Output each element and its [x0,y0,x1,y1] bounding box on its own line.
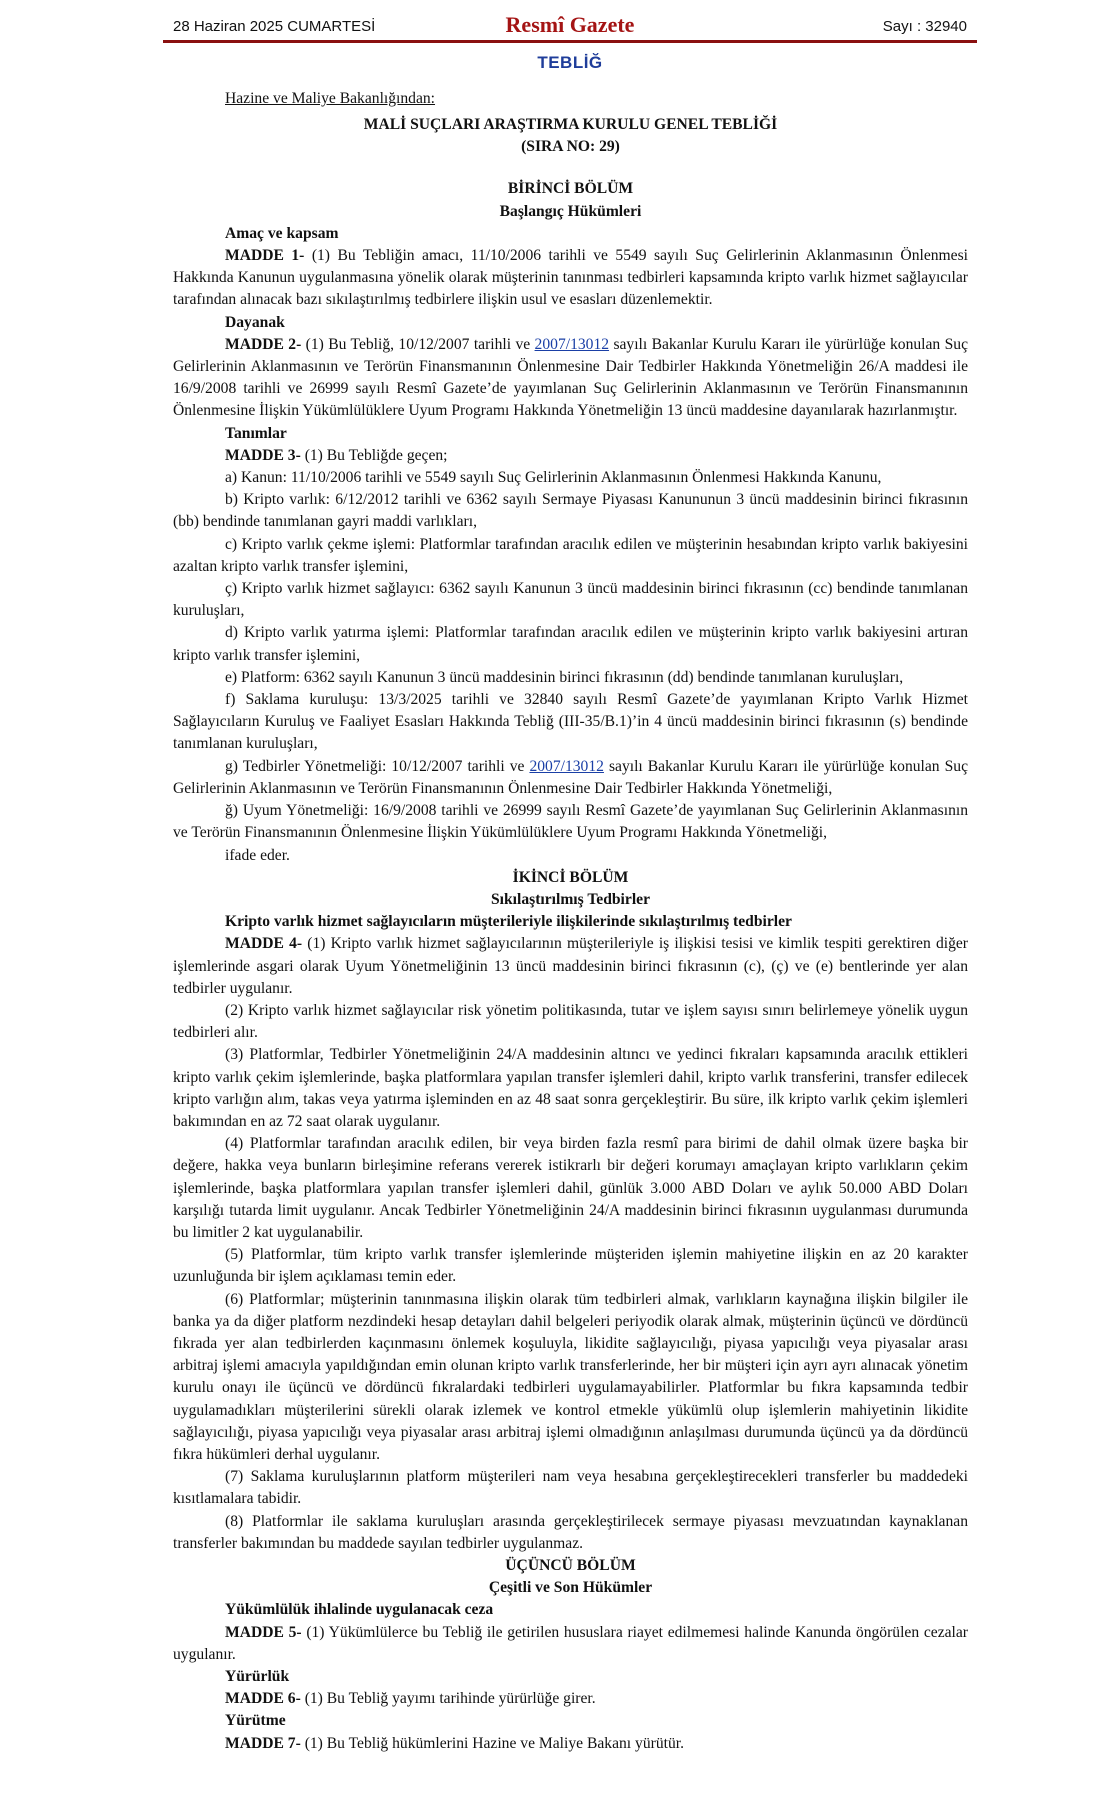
article-1 [173,245,968,312]
part-1-subtitle: Başlangıç Hükümleri [499,202,642,220]
article-5-label: MADDE 5- [225,1623,302,1641]
definition-item: f) Saklama kuruluşu: 13/3/2025 tarihli ve 32840 sayılı Resmî Gazete’de yayımlanan Kripto Varlık Hizmet Sağlayıcıların Kuruluş ve Faaliyet Esasları Hakkında Tebliğ (III-35/B.1)’in 4 üncü maddesinin birinci fıkrasının (s) bendinde tanımlanan kuruluşları, [173,691,968,753]
article-7 [173,1733,968,1755]
article-3-intro [173,445,968,467]
article-6-text: (1) Bu Tebliğ yayımı tarihinde yürürlüğe girer. [300,1690,596,1708]
article-7-heading: Yürütme [225,1712,286,1730]
definition-g-text-a: g) Tedbirler Yönetmeliği: 10/12/2007 tarihli ve [225,757,530,775]
definition-item: c) Kripto varlık çekme işlemi: Platformlar tarafından aracılık edilen ve müşterinin hesabından kripto varlık bakiyesini azaltan kripto varlık transfer işlemini, [173,535,968,575]
article-4-paragraph: (6) Platformlar; müşterinin tanınmasına ilişkin olarak tüm tedbirleri almak, varlıkların kaynağına ilişkin bilgiler ile banka ya da diğer platform nezdindeki hesap detayları dahil belgeleri periyodik olarak almak, müşterinin üçüncü ve dördüncü fıkrada yer alan tedbirlerden kaçınmasını önlemek koşuluyla, likidite sağlayıcılığı, piyasa yapıcılığı veya piyasalar arası arbitraj işlemi amacıyla yapıldığından emin olunan kripto varlık transferlerinde, her bir müşteri için ayrı ayrı alınacak yönetim kurulu onayı ile üçüncü ve dördüncü fıkralardaki tedbirleri uygulamayabilirler. Platformlar bu fıkra kapsamında tedbir uygulamadıkları müşterilerini sürekli olarak izlemek ve kontrol etmekle yükümlü olup işlemlerin mahiyetinin likidite sağlayıcılığı, piyasa yapıcılığı veya piyasalar arası arbitraj işlemi olmadığının anlaşılması durumunda üçüncü ya da dördüncü fıkra hükümleri derhal uygulanır. [173,1290,968,1463]
article-5 [173,1622,968,1666]
definition-item: ğ) Uyum Yönetmeliği: 16/9/2008 tarihli ve 26999 sayılı Resmî Gazete’de yayımlanan Suç Gelirlerinin Aklanmasının ve Terörün Finansmanının Önlenmesine İlişkin Yükümlülüklere Uyum Programı Hakkında Yönetmeliği, [173,802,968,842]
article-7-label: MADDE 7- [225,1734,301,1752]
definition-item: ç) Kripto varlık hizmet sağlayıcı: 6362 sayılı Kanunun 3 üncü maddesinin birinci fıkrasının (cc) bendinde tanımlanan kuruluşları, [173,580,968,620]
article-1-label: MADDE 1- [225,247,305,265]
definition-item: a) Kanun: 11/10/2006 tarihli ve 5549 sayılı Suç Gelirlerinin Aklanmasının Önlenmesi Hakkında Kanunu, [225,469,882,487]
article-3-intro-text: (1) Bu Tebliğde geçen; [300,446,448,464]
article-3-heading: Tanımlar [225,424,287,442]
article-5-text: (1) Yükümlülerce bu Tebliğ ile getirilen hususlara riayet edilmemesi halinde Kanunda öngörülen cezalar uygulanır. [173,1623,968,1663]
article-1-heading: Amaç ve kapsam [225,224,339,242]
document-type: TEBLİĞ [537,53,603,72]
header-divider [163,40,977,43]
part-3-subtitle: Çeşitli ve Son Hükümler [488,1579,653,1597]
article-7-text: (1) Bu Tebliğ hükümlerini Hazine ve Maliye Bakanı yürütür. [300,1734,684,1752]
document-title: MALİ SUÇLARI ARAŞTIRMA KURULU GENEL TEBLİĞİ [363,116,778,133]
decree-link[interactable]: 2007/13012 [534,335,610,353]
article-4-paragraph: (2) Kripto varlık hizmet sağlayıcılar risk yönetim politikasında, tutar ve işlem sayısı sınırı belirlemeye yönelik uygun tedbirleri alır. [173,1001,968,1042]
article-1-text: (1) Bu Tebliğin amacı, 11/10/2006 tarihli ve 5549 sayılı Suç Gelirlerinin Aklanmasının Önlenmesi Hakkında Kanunun uygulanmasına yönelik olarak müşterinin tanınması tedbirleri kapsamında kripto varlık hizmet sağlayıcılar tarafından alınacak bazı sıkılaştırılmış tedbirlere ilişkin usul ve esasları düzenlemektir. [173,247,968,309]
decree-link[interactable]: 2007/13012 [529,757,604,775]
part-2-subtitle: Sıkılaştırılmış Tedbirler [491,890,650,908]
document-number: (SIRA NO: 29) [521,138,620,156]
definition-g-text-b: sayılı Bakanlar Kurulu Kararı ile yürürlüğe konulan Suç Gelirlerinin Aklanmasının ve Terörün Finansmanının Önlenmesine Dair Tedbirler Hakkında Yönetmeliği, [173,757,968,797]
article-4-paragraph: (7) Saklama kuruluşlarının platform müşterileri nam veya hesabına gerçekleştirecekleri transferler bu maddedeki kısıtlamalara tabidir. [173,1468,968,1508]
definition-item: d) Kripto varlık yatırma işlemi: Platformlar tarafından aracılık edilen ve müşterinin kripto varlık bakiyesini artıran kripto varlık transfer işlemini, [173,624,968,664]
article-6 [173,1688,968,1710]
document-body [173,87,968,1755]
issue-date: 28 Haziran 2025 CUMARTESİ [173,18,376,35]
article-3-closing: ifade eder. [225,846,290,864]
article-4-paragraph: (4) Platformlar tarafından aracılık edilen, bir veya birden fazla resmî para birimi de dahil olmak üzere başka bir değere, hakka veya bunların birleşimine referans vererek istikrarlı bir değeri korumayı amaçlayan kripto varlıkların çekim işlemlerinde, başka platformlara yapılan transfer işlemleri dahil, günlük 3.000 ABD Doları ve aylık 50.000 ABD Doları karşılığı tutarda limit uygulanır. Ancak Tedbirler Yönetmeliğinin 24/A maddesinin birinci fıkrasının uygulanması durumunda bu limitler 2 kat uygulanabilir. [173,1135,968,1241]
definition-item: e) Platform: 6362 sayılı Kanunun 3 üncü maddesinin birinci fıkrasının (dd) bendinde tanımlanan kuruluşları, [225,668,904,686]
part-3-title: ÜÇÜNCÜ BÖLÜM [505,1557,636,1574]
definition-item: b) Kripto varlık: 6/12/2012 tarihli ve 6362 sayılı Sermaye Piyasası Kanununun 3 üncü maddesinin birinci fıkrasının (bb) bendinde tanımlanan gayri maddi varlıkları, [173,491,968,531]
article-2-text-a: (1) Bu Tebliğ, 10/12/2007 tarihli ve [301,335,535,353]
article-6-label: MADDE 6- [225,1690,301,1708]
issuer: Hazine ve Maliye Bakanlığından: [225,90,436,107]
article-2 [173,334,968,423]
article-5-heading: Yükümlülük ihlalinde uygulanacak ceza [225,1601,494,1619]
article-4-paragraph: (5) Platformlar, tüm kripto varlık transfer işlemlerinde müşteriden işlemin mahiyetine ilişkin en az 20 karakter uzunluğunda bir işlem açıklaması temin eder. [173,1246,968,1286]
article-4-label: MADDE 4- [225,935,303,953]
article-2-label: MADDE 2- [225,335,302,353]
article-6-heading: Yürürlük [225,1668,290,1686]
issue-number: Sayı : 32940 [882,18,967,35]
gazette-title: Resmî Gazete [505,12,635,37]
article-4-text: (1) Kripto varlık hizmet sağlayıcılarının müşterileriyle iş ilişkisi tesisi ve kimlik tespiti gerektiren diğer işlemlerinde asgari olarak Uyum Yönetmeliğinin 13 üncü maddesinin birinci fıkrasının (c), (ç) ve (e) bentlerinde yer alan tedbirler uygulanır. [173,935,968,997]
part-1-title: BİRİNCİ BÖLÜM [507,180,634,198]
article-4-paragraph-1 [173,933,968,1000]
article-3-label: MADDE 3- [225,446,301,464]
definition-item-g [173,756,968,800]
article-2-text-b: sayılı Bakanlar Kurulu Kararı ile yürürlüğe konulan Suç Gelirlerinin Aklanmasının ve Terörün Finansmanının Önlenmesine Dair Tedbirler Hakkında Yönetmeliğin 26/A maddesi ile 16/9/2008 tarihli ve 26999 sayılı Resmî Gazete’de yayımlanan Suç Gelirlerinin Aklanmasının ve Terörün Finansmanının Önlenmesine İlişkin Yükümlülüklere Uyum Programı Hakkında Yönetmeliğin 13 üncü maddesine dayanılarak hazırlanmıştır. [173,335,968,420]
article-4-heading: Kripto varlık hizmet sağlayıcıların müşterileriyle ilişkilerinde sıkılaştırılmış tedbirler [225,913,792,931]
gazette-header [163,12,977,42]
part-2-title: İKİNCİ BÖLÜM [512,868,629,886]
issuer-line [173,87,968,111]
article-4-paragraph: (8) Platformlar ile saklama kuruluşları arasında gerçekleştirilecek sermaye piyasası mevzuatından kaynaklanan transferler bakımından bu maddede sayılan tedbirler uygulanmaz. [173,1512,968,1552]
article-2-heading: Dayanak [225,313,285,331]
article-4-paragraph: (3) Platformlar, Tedbirler Yönetmeliğinin 24/A maddesinin altıncı ve yedinci fıkraları kapsamında aracılık ettikleri kripto varlık çekim işlemlerinde, başka platformlara yapılan transfer işlemleri dahil, kripto varlık transferini, transfer edilecek kripto varlığın alım, takas veya yatırma işleminden en az 48 saat sonra gerçekleştirir. Bu süre, ilk kripto varlık çekim işlemleri bakımından en az 72 saat olarak uygulanır. [173,1046,968,1130]
